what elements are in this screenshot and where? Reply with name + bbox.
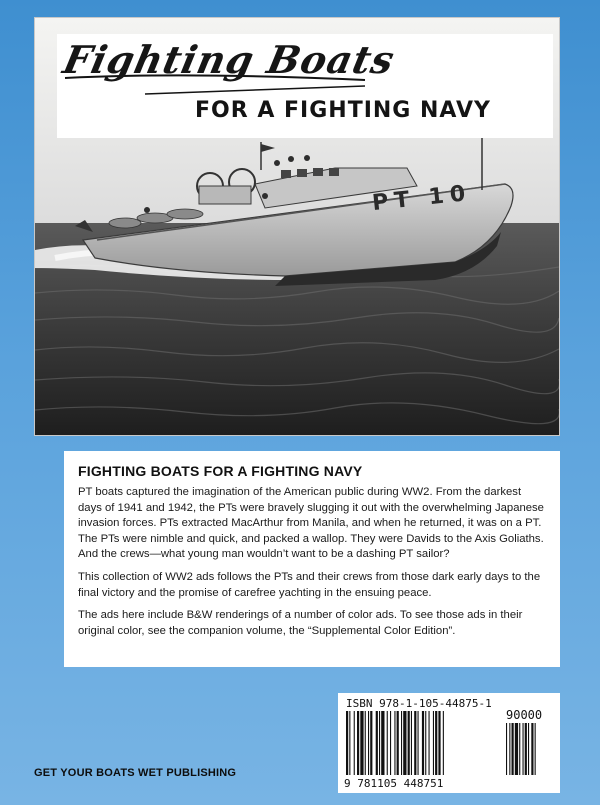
barcode-bar: [376, 711, 378, 775]
barcode-addon-bar: [509, 723, 510, 775]
barcode-addon-bar: [531, 723, 533, 775]
barcode-bar: [368, 711, 369, 775]
barcode-bar: [379, 711, 380, 775]
barcode-bar: [422, 711, 424, 775]
barcode-bar: [357, 711, 359, 775]
barcode-bar: [360, 711, 363, 775]
barcode-bar: [418, 711, 419, 775]
barcode-bar: [429, 711, 430, 775]
barcode-bar: [354, 711, 355, 775]
barcode-addon-bar: [515, 723, 518, 775]
barcode-bar: [443, 711, 444, 775]
barcode-bar: [433, 711, 434, 775]
barcode-addon-bar: [523, 723, 524, 775]
description-paragraph: This collection of WW2 ads follows the PTs and their crews from those dark early days to the final victory and the promise of carefree yachting in the ensuing peace.: [78, 570, 541, 599]
description-paragraph: PT boats captured the imagination of the American public during WW2. From the darkest days of 1941 and 1942, the PTs were bravely slugging it out with the overwhelming Japanese invasion forces. PTs extracted MacArthur from Manila, and when he returned, it was on a PT. The PTs were nimble and quick, and packed a wallop. They were Davids to the Axis Goliaths. And the crews—what young man wouldn’t want to be a dashing PT sailor?: [78, 486, 544, 561]
barcode-bars: [344, 711, 554, 777]
barcode-addon-bar: [525, 723, 527, 775]
barcode-addon-bar: [535, 723, 536, 775]
barcode-addon-bar: [528, 723, 529, 775]
barcode-bar: [387, 711, 388, 775]
barcode-bar: [408, 711, 410, 775]
barcode-bar: [346, 711, 348, 775]
barcode-digits: 9 781105 448751: [344, 777, 444, 790]
barcode-bar: [370, 711, 372, 775]
barcode-bar: [401, 711, 402, 775]
price-code: 90000: [506, 708, 543, 722]
publisher-name: GET YOUR BOATS WET PUBLISHING: [34, 767, 237, 779]
barcode-addon-bar: [512, 723, 514, 775]
barcode-bar: [438, 711, 440, 775]
barcode-bar: [414, 711, 416, 775]
barcode-bar: [435, 711, 437, 775]
boat-hull-number: PT 10: [370, 180, 473, 217]
barcode-bar: [394, 711, 395, 775]
cover-block-title: FOR A FIGHTING NAVY: [195, 98, 491, 123]
description-heading: FIGHTING BOATS FOR A FIGHTING NAVY: [78, 463, 363, 479]
barcode-bar: [390, 711, 391, 775]
isbn-barcode: [338, 693, 560, 793]
barcode-bar: [425, 711, 426, 775]
description-panel: [64, 451, 560, 667]
barcode-bar: [349, 711, 350, 775]
isbn-label: ISBN 978-1-105-44875-1: [346, 697, 492, 710]
barcode-bar: [397, 711, 399, 775]
barcode-addon-bar: [519, 723, 520, 775]
barcode-bar: [381, 711, 384, 775]
barcode-bar: [403, 711, 406, 775]
barcode-bar: [411, 711, 412, 775]
cover-script-title: Fighting Boats: [59, 37, 399, 82]
barcode-bar: [365, 711, 366, 775]
barcode-addon-bar: [506, 723, 507, 775]
description-paragraph: The ads here include B&W renderings of a number of color ads. To see those ads in their original color, see the companion volume, the “Supplemental Color Edition”.: [78, 609, 523, 637]
